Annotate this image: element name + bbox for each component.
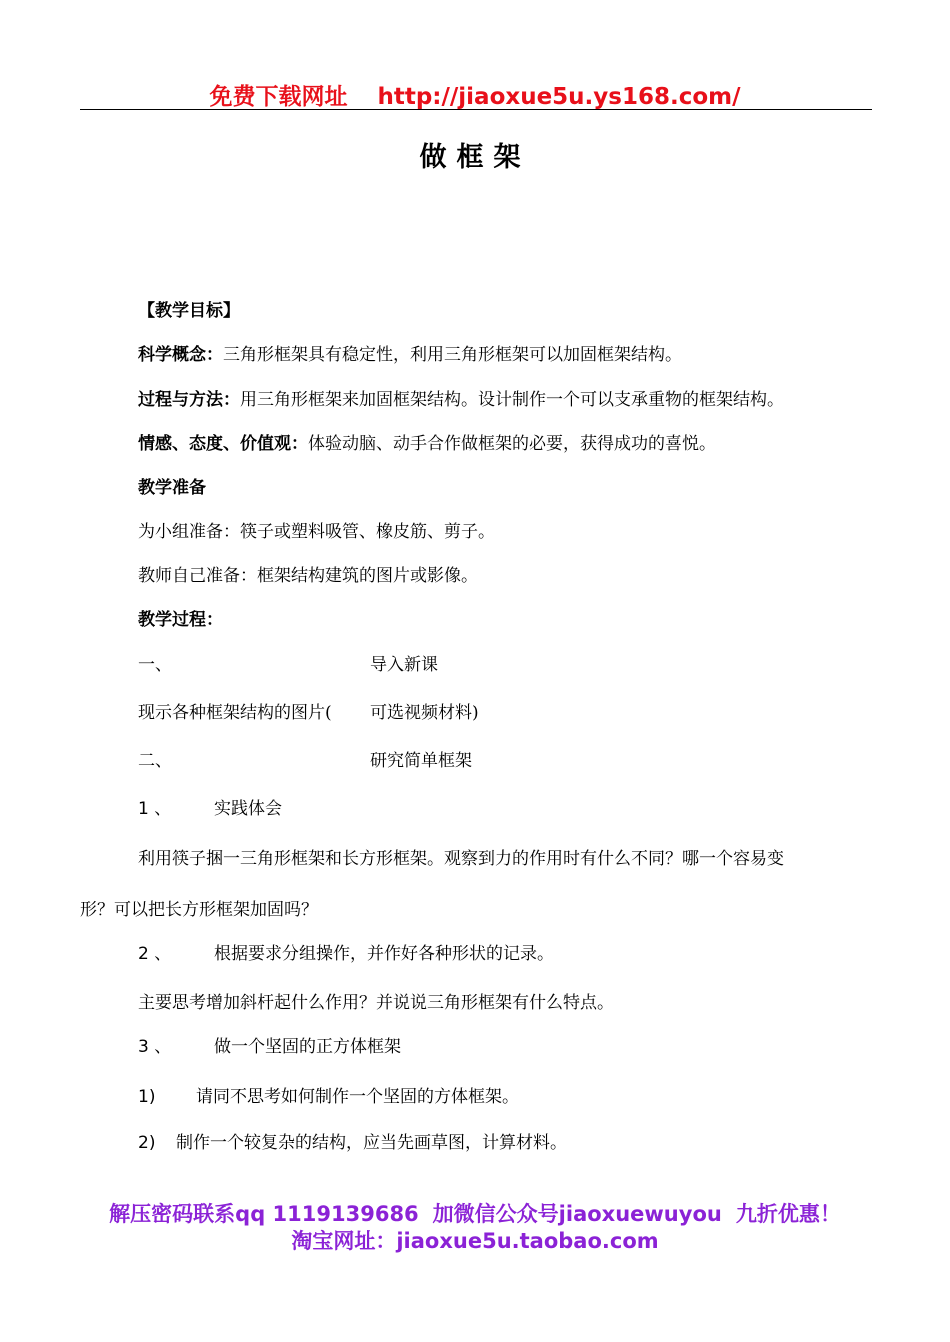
subitem-1-number: 1) (138, 1087, 156, 1107)
item-2-paragraph: 主要思考增加斜杆起什么作用？并说说三角形框架有什么特点。 (138, 993, 614, 1013)
item-2-number: 2 、 (138, 944, 172, 964)
header-divider (80, 109, 872, 110)
item-1-paragraph-line-1: 利用筷子捆一三角形框架和长方形框架。观察到力的作用时有什么不同？哪一个容易变 (138, 849, 784, 869)
objectives-heading: 【教学目标】 (138, 301, 240, 321)
footer-taobao-link[interactable]: jiaoxue5u.taobao.com (396, 1229, 659, 1253)
objective-science-label: 科学概念： (138, 345, 223, 365)
header-url-link[interactable]: http://jiaoxue5u.ys168.com/ (377, 84, 741, 110)
process-heading: 教学过程： (138, 610, 223, 630)
subitem-2-number: 2) (138, 1133, 156, 1153)
footer-password-label: 解压密码联系 (109, 1202, 236, 1226)
subitem-1-text: 请同不思考如何制作一个坚固的方体框架。 (196, 1087, 519, 1107)
footer-qq: qq 1119139686 (235, 1202, 419, 1226)
item-1-number: 1 、 (138, 799, 172, 819)
page-title: 做框架 (419, 142, 531, 173)
footer-taobao-label: 淘宝网址： (291, 1229, 397, 1253)
footer-contact-line (0, 1198, 950, 1228)
header-banner (0, 78, 950, 111)
footer-taobao-line (0, 1225, 950, 1255)
footer-discount: 九折优惠！ (735, 1202, 841, 1226)
prep-heading: 教学准备 (138, 478, 206, 498)
section-2-number: 二、 (138, 751, 172, 771)
section-1-title: 导入新课 (370, 655, 438, 675)
section-1-text-a: 现示各种框架结构的图片( (138, 703, 332, 723)
objective-science (138, 344, 682, 366)
objective-process (138, 389, 784, 411)
footer-wechat-label: 加微信公众号 (432, 1202, 559, 1226)
item-2-text: 根据要求分组操作，并作好各种形状的记录。 (214, 944, 554, 964)
header-label: 免费下载网址 (209, 84, 348, 110)
section-1-number: 一、 (138, 655, 172, 675)
objective-science-text: 三角形框架具有稳定性，利用三角形框架可以加固框架结构。 (223, 345, 682, 365)
objective-process-label: 过程与方法： (138, 390, 240, 410)
objective-emotion-text: 体验动脑、动手合作做框架的必要，获得成功的喜悦。 (308, 434, 716, 454)
item-3-number: 3 、 (138, 1037, 172, 1057)
prep-teacher: 教师自己准备：框架结构建筑的图片或影像。 (138, 566, 478, 586)
prep-group: 为小组准备：筷子或塑料吸管、橡皮筋、剪子。 (138, 522, 495, 542)
item-3-text: 做一个坚固的正方体框架 (214, 1037, 401, 1057)
footer-wechat-id: jiaoxuewuyou (558, 1202, 722, 1226)
objective-emotion (138, 433, 716, 455)
item-1-text: 实践体会 (214, 799, 282, 819)
objective-emotion-label: 情感、态度、价值观： (138, 434, 308, 454)
section-2-title: 研究简单框架 (370, 751, 472, 771)
section-1-text-b: 可选视频材料) (370, 703, 479, 723)
item-1-paragraph-line-2: 形？可以把长方形框架加固吗？ (80, 900, 318, 920)
objective-process-text: 用三角形框架来加固框架结构。设计制作一个可以支承重物的框架结构。 (240, 390, 784, 410)
subitem-2-text: 制作一个较复杂的结构，应当先画草图，计算材料。 (176, 1133, 567, 1153)
